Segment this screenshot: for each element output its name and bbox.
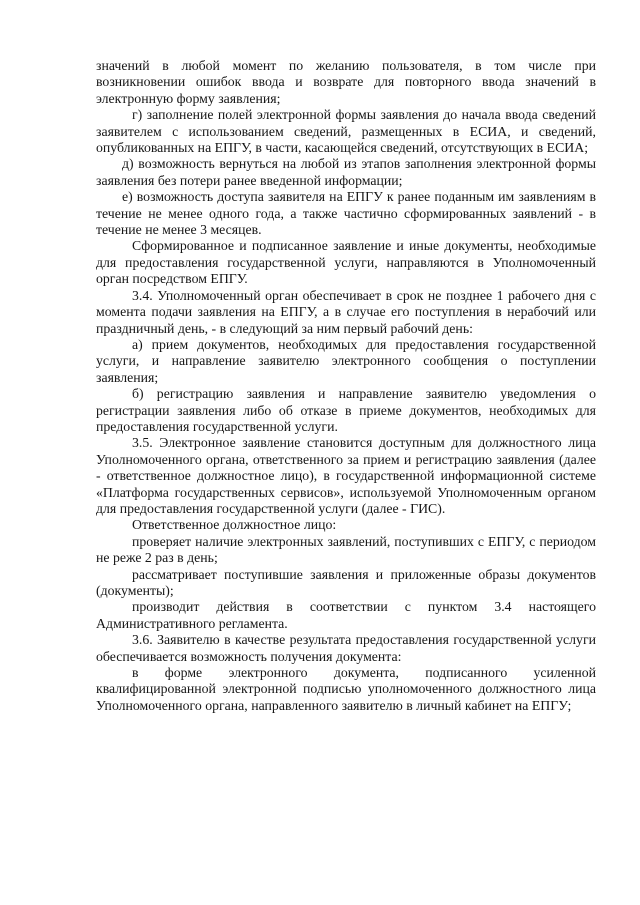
paragraph-section-3-6: 3.6. Заявителю в качестве результата предоставления государственной услуги обеспечивается возможность получения документа: bbox=[96, 632, 596, 664]
paragraph-item-g: г) заполнение полей электронной формы заявления до начала ввода сведений заявителем с использованием сведений, размещенных в ЕСИА, и сведений, опубликованных на ЕПГУ, в части, касающейся сведений, отсутствующих в ЕСИА; bbox=[96, 107, 596, 156]
paragraph-reviews: рассматривает поступившие заявления и приложенные образы документов (документы); bbox=[96, 566, 596, 598]
document-page bbox=[96, 58, 596, 714]
paragraph-item-b: б) регистрацию заявления и направление заявителю уведомления о регистрации заявления либо об отказе в приеме документов, необходимых для предоставления государственной услуги. bbox=[96, 386, 596, 434]
paragraph-item-d: д) возможность вернуться на любой из этапов заполнения электронной формы заявления без потери ранее введенной информации; bbox=[96, 156, 596, 188]
paragraph-item-a: а) прием документов, необходимых для предоставления государственной услуги, и направление заявителю электронного сообщения о поступлении заявления; bbox=[96, 336, 596, 385]
paragraph-responsible-official: Ответственное должностное лицо: bbox=[132, 517, 337, 533]
paragraph-checks: проверяет наличие электронных заявлений, поступивших с ЕПГУ, с периодом не реже 2 раз в день; bbox=[96, 533, 596, 566]
paragraph-electronic-form: в форме электронного документа, подписанного усиленной квалифицированной электронной подписью уполномоченного должностного лица Уполномоченного органа, направленного заявителю в личный кабинет на ЕПГУ; bbox=[96, 665, 596, 713]
paragraph-section-3-5: 3.5. Электронное заявление становится доступным для должностного лица Уполномоченного органа, ответственного за прием и регистрацию заявления (далее - ответственное должностное лицо), в государственной информационной системе «Платформа государственных сервисов», используемой Уполномоченным органом для предоставления государственной услуги (далее - ГИС). bbox=[96, 435, 596, 516]
paragraph-item-e: е) возможность доступа заявителя на ЕПГУ к ранее поданным им заявлениям в течение не менее одного года, а также частично сформированных заявлений - в течение не менее 3 месяцев. bbox=[96, 189, 596, 238]
paragraph-section-3-4: 3.4. Уполномоченный орган обеспечивает в срок не позднее 1 рабочего дня с момента подачи заявления на ЕПГУ, а в случае его поступления в нерабочий или праздничный день, - в следующий за ним первый рабочий день: bbox=[96, 287, 596, 336]
paragraph-continuation: значений в любой момент по желанию пользователя, в том числе при возникновении ошибок ввода и возврате для повторного ввода значений в электронную форму заявления; bbox=[96, 58, 596, 106]
paragraph-formed-application: Сформированное и подписанное заявление и иные документы, необходимые для предоставления государственной услуги, направляются в Уполномоченный орган посредством ЕПГУ. bbox=[96, 238, 596, 287]
paragraph-performs: производит действия в соответствии с пунктом 3.4 настоящего Административного регламента. bbox=[96, 599, 596, 631]
